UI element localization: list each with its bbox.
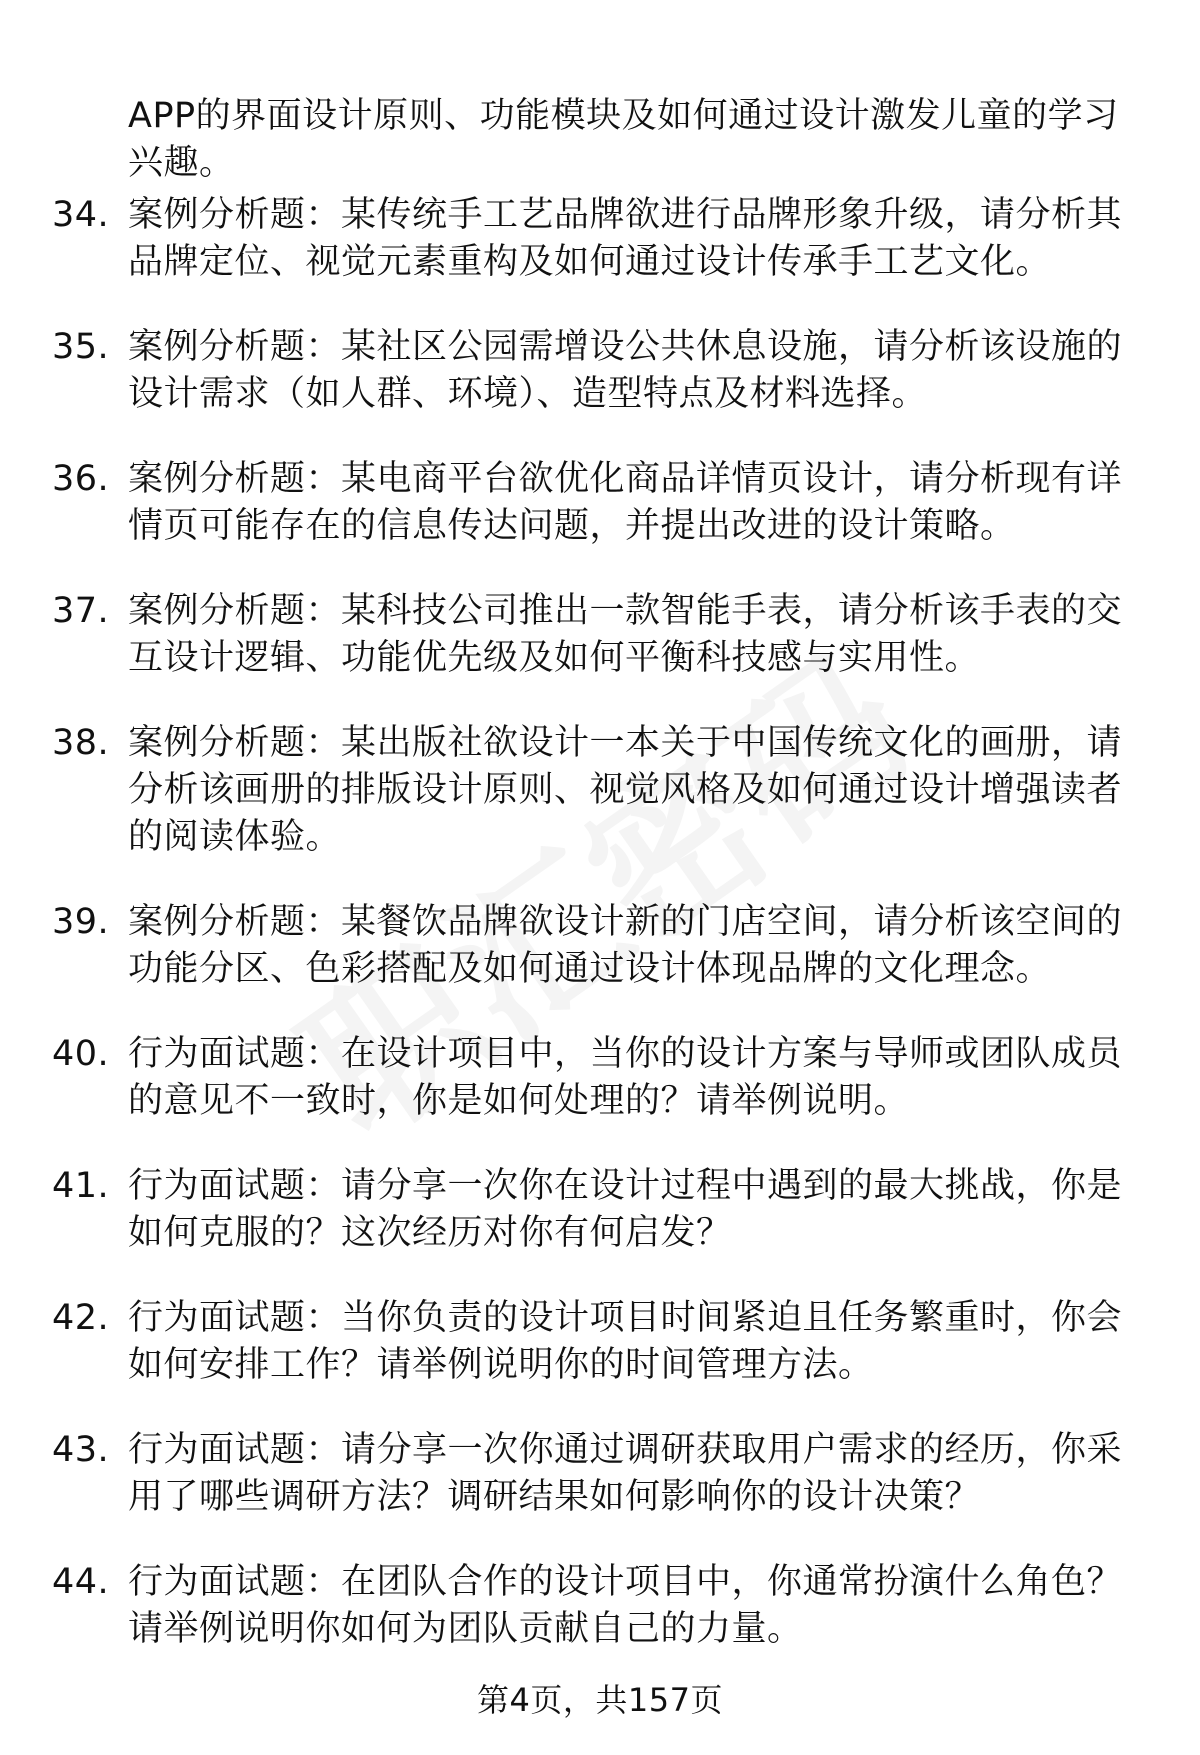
continuation-paragraph: APP的界面设计原则、功能模块及如何通过设计激发儿童的学习兴趣。: [128, 96, 1119, 183]
question-item: [0, 1163, 1138, 1257]
question-text: 行为面试题：在团队合作的设计项目中，你通常扮演什么角色？请举例说明你如何为团队贡献自己的力量。: [128, 1562, 1123, 1649]
question-list: [0, 192, 1200, 1691]
question-text: 案例分析题：某电商平台欲优化商品详情页设计，请分析现有详情页可能存在的信息传达问题，并提出改进的设计策略。: [128, 459, 1123, 546]
question-number: 34.: [52, 195, 110, 235]
question-text: 行为面试题：在设计项目中，当你的设计方案与导师或团队成员的意见不一致时，你是如何处理的？请举例说明。: [128, 1034, 1123, 1121]
question-text: 案例分析题：某出版社欲设计一本关于中国传统文化的画册，请分析该画册的排版设计原则、视觉风格及如何通过设计增强读者的阅读体验。: [128, 723, 1123, 857]
question-number: 36.: [52, 459, 110, 499]
question-item: [0, 899, 1138, 993]
question-text: 案例分析题：某餐饮品牌欲设计新的门店空间，请分析该空间的功能分区、色彩搭配及如何通过设计体现品牌的文化理念。: [128, 902, 1123, 989]
question-item: [0, 1031, 1138, 1125]
question-number: 38.: [52, 723, 110, 763]
question-text: 行为面试题：请分享一次你通过调研获取用户需求的经历，你采用了哪些调研方法？调研结果如何影响你的设计决策？: [128, 1430, 1123, 1517]
question-number: 39.: [52, 902, 110, 942]
question-item: [0, 1427, 1138, 1521]
question-number: 43.: [52, 1430, 110, 1470]
question-item: [0, 192, 1138, 286]
question-text: 案例分析题：某传统手工艺品牌欲进行品牌形象升级，请分析其品牌定位、视觉元素重构及如何通过设计传承手工艺文化。: [128, 195, 1123, 282]
question-text: 案例分析题：某社区公园需增设公共休息设施，请分析该设施的设计需求（如人群、环境）、造型特点及材料选择。: [128, 327, 1123, 414]
question-text: 行为面试题：请分享一次你在设计过程中遇到的最大挑战，你是如何克服的？这次经历对你有何启发？: [128, 1166, 1123, 1253]
question-item: [0, 1295, 1138, 1389]
question-item: [0, 324, 1138, 418]
question-item: [0, 456, 1138, 550]
question-text: 案例分析题：某科技公司推出一款智能手表，请分析该手表的交互设计逻辑、功能优先级及如何平衡科技感与实用性。: [128, 591, 1123, 678]
question-number: 37.: [52, 591, 110, 631]
question-number: 42.: [52, 1298, 110, 1338]
question-item: [0, 720, 1138, 861]
page-footer: 第4页，共157页: [477, 1681, 723, 1719]
question-number: 40.: [52, 1034, 110, 1074]
question-number: 44.: [52, 1562, 110, 1602]
question-number: 35.: [52, 327, 110, 367]
question-item: [0, 588, 1138, 682]
question-number: 41.: [52, 1166, 110, 1206]
question-item: [0, 1559, 1138, 1653]
question-text: 行为面试题：当你负责的设计项目时间紧迫且任务繁重时，你会如何安排工作？请举例说明你的时间管理方法。: [128, 1298, 1123, 1385]
